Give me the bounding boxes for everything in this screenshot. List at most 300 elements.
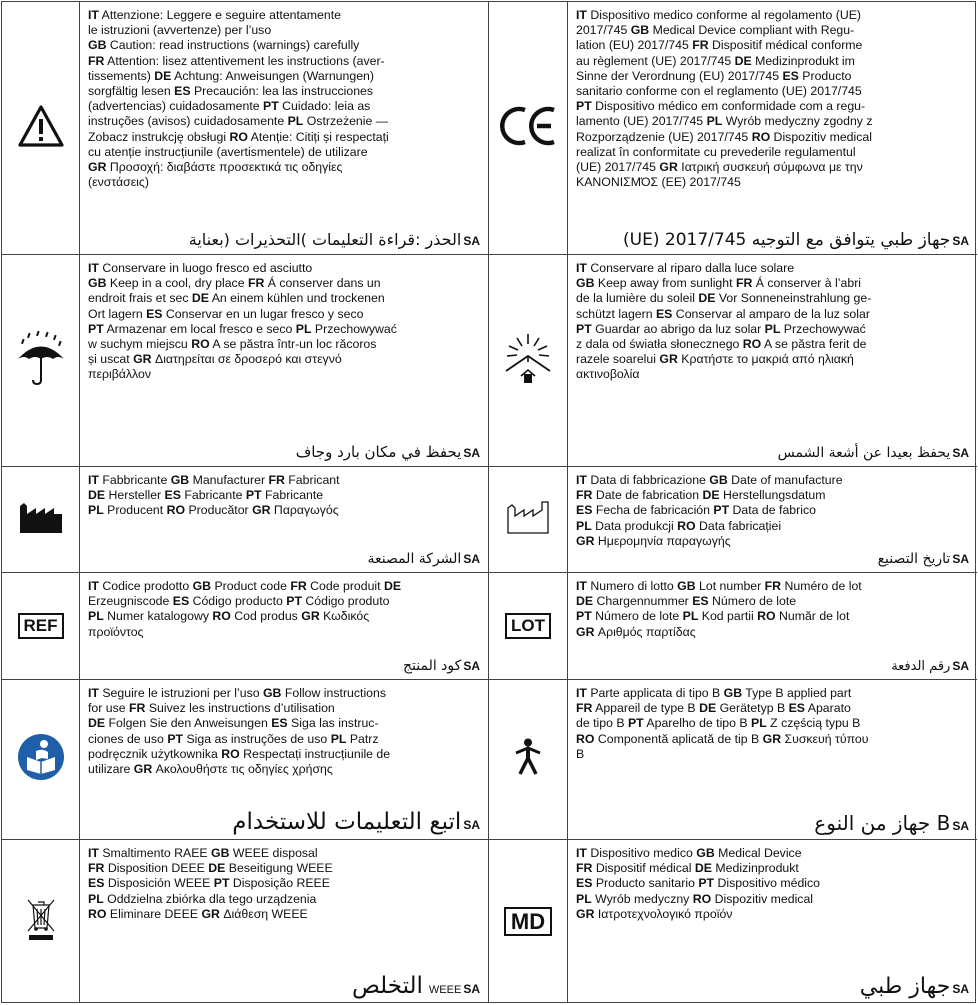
- description-line: [88, 609, 480, 624]
- translation-text: Beseitigung WEEE: [225, 861, 333, 876]
- translation-text: Fabricant: [284, 473, 340, 487]
- description-line: [88, 84, 480, 99]
- sa-language-code: SA: [463, 659, 480, 674]
- description-line: [88, 38, 480, 53]
- language-code: DE: [702, 488, 720, 503]
- translation-text: Przechowywać: [311, 321, 397, 336]
- language-code: PT: [167, 731, 184, 746]
- translation-text: realizat în conformitate cu prevederile regulamentul: [576, 144, 856, 159]
- translation-text: Disposição REEE: [229, 876, 330, 891]
- language-code: GR: [659, 352, 678, 367]
- description-line: [88, 276, 480, 291]
- language-code: IT: [576, 579, 587, 593]
- language-code: DE: [191, 291, 209, 306]
- translation-text: WEEE disposal: [229, 846, 318, 860]
- translation-text: au règlement (UE) 2017/745: [576, 53, 735, 68]
- multilingual-description: [88, 473, 480, 519]
- translation-text: Cuidado: leia as: [278, 99, 371, 114]
- translation-text: Z częścią typu B: [766, 716, 861, 731]
- translation-text: Keep in a cool, dry place: [106, 276, 248, 291]
- translation-text: προϊόντος: [88, 624, 144, 639]
- sa-language-code: SA: [463, 552, 480, 567]
- arabic-text: اتبع التعليمات للاستخدام: [232, 808, 462, 835]
- description-line: [88, 846, 480, 861]
- language-code: RO: [757, 609, 776, 624]
- translation-text: Parte applicata di tipo B: [586, 686, 724, 700]
- language-code: GB: [211, 846, 230, 860]
- description-line: [88, 99, 480, 114]
- left-description-cell: [80, 255, 489, 467]
- translation-text: Ημερομηνία παραγωγής: [594, 533, 731, 548]
- translation-text: Gerätetyp B: [716, 701, 789, 716]
- multilingual-description: [576, 686, 969, 762]
- translation-text: Vor Sonneneinstrahlung ge-: [715, 291, 872, 306]
- translation-text: Ort lagern: [88, 306, 147, 321]
- description-line: [88, 54, 480, 69]
- language-code: ES: [576, 503, 593, 518]
- description-line: [576, 519, 969, 534]
- translation-text: Sinne der Verordnung (EU) 2017/745: [576, 68, 783, 83]
- translation-text: Hersteller: [105, 488, 165, 503]
- translation-text: An einem kühlen und trockenen: [208, 291, 385, 306]
- right-symbol-cell: [489, 680, 568, 840]
- language-code: PL: [88, 609, 104, 624]
- translation-text: și uscat: [88, 352, 134, 367]
- description-line: [576, 352, 969, 367]
- translation-text: Dispositivo médico: [714, 876, 821, 891]
- translation-text: ciones de uso: [88, 731, 168, 746]
- translation-text: Siga las instruc-: [287, 716, 379, 731]
- description-line: [576, 594, 969, 609]
- translation-text: Data fabricației: [695, 518, 782, 533]
- description-line: [576, 69, 969, 84]
- translation-text: utilizare: [88, 762, 134, 777]
- sa-language-code: SA: [952, 446, 969, 461]
- language-code: IT: [88, 686, 99, 700]
- description-line: [88, 23, 480, 38]
- translation-text: tissements): [88, 68, 155, 83]
- translation-text: Medizinprodukt: [712, 861, 799, 876]
- translation-text: lamento (UE) 2017/745: [576, 114, 707, 129]
- translation-text: Ακολουθήστε τις οδηγίες χρήσης: [152, 762, 333, 777]
- arabic-translation: [576, 975, 969, 999]
- language-code: FR: [576, 488, 593, 503]
- lot-batch-icon: LOT: [505, 613, 551, 639]
- language-code: IT: [88, 8, 99, 22]
- description-line: [88, 175, 480, 190]
- language-code: ES: [788, 701, 806, 716]
- language-code: FR: [735, 276, 753, 291]
- language-code: GR: [301, 609, 320, 624]
- sa-language-code: SA: [952, 552, 969, 567]
- translation-text: Á conserver à l’abri: [752, 276, 862, 291]
- language-code: IT: [576, 846, 587, 860]
- description-line: [88, 732, 480, 747]
- translation-text: Atenție: Citiți și respectați: [247, 129, 389, 144]
- language-code: IT: [576, 473, 587, 487]
- translation-text: Προσοχή: διαβάστε προσεκτικά τις οδηγίες: [106, 160, 343, 175]
- description-line: [88, 876, 480, 891]
- translation-text: Achtung: Anweisungen (Warnungen): [171, 68, 374, 83]
- language-code: GR: [659, 160, 678, 175]
- language-code: PT: [698, 876, 715, 891]
- translation-text: Dispositivo médico em conformidade com a regu-: [591, 99, 866, 114]
- description-line: [576, 686, 969, 701]
- arabic-text: تاريخ التصنيع: [877, 551, 951, 568]
- translation-text: Ιατροτεχνολογικό προϊόν: [594, 906, 733, 921]
- translation-text: B: [576, 746, 585, 761]
- language-code: ES: [164, 488, 181, 503]
- translation-text: Número de lote: [708, 594, 797, 609]
- description-line: [576, 322, 969, 337]
- language-code: PT: [213, 876, 230, 891]
- translation-text: Ιατρική συσκευή σύμφωνα με την: [677, 160, 863, 175]
- translation-text: Patrz: [346, 731, 379, 746]
- language-code: DE: [694, 861, 713, 876]
- sa-language-code: SA: [952, 819, 969, 834]
- language-code: IT: [88, 846, 99, 860]
- language-code: PT: [576, 99, 592, 114]
- right-description-cell: [568, 840, 977, 1003]
- multilingual-description: [88, 579, 480, 640]
- language-code: IT: [88, 579, 99, 593]
- translation-text: Data di fabbricazione: [586, 473, 710, 487]
- language-code: RO: [742, 337, 762, 352]
- translation-text: Lot number: [695, 579, 765, 593]
- language-code: FR: [268, 473, 285, 487]
- translation-text: Conservare al riparo dalla luce solare: [586, 261, 795, 275]
- translation-text: Ostrzeżenie —: [303, 114, 389, 129]
- sa-language-code: SA: [952, 234, 969, 249]
- description-line: [576, 23, 969, 38]
- description-line: [576, 876, 969, 891]
- language-code: IT: [576, 686, 587, 700]
- language-code: PT: [263, 99, 279, 114]
- description-line: [576, 534, 969, 549]
- translation-text: Attenzione: Leggere e seguire attentamente: [98, 8, 341, 22]
- weee-prefix: WEEE: [428, 983, 462, 996]
- arabic-text: الشركة المصنعة: [367, 551, 462, 568]
- arabic-translation: [88, 810, 480, 835]
- multilingual-description: [576, 846, 969, 922]
- arabic-translation: [88, 231, 480, 250]
- description-line: [88, 322, 480, 337]
- translation-text: z dala od światła słonecznego: [576, 337, 743, 352]
- arabic-translation: [88, 550, 480, 568]
- translation-text: Medizinprodukt im: [751, 53, 855, 68]
- translation-text: Aparato: [805, 701, 851, 716]
- translation-text: Dispozitiv medical: [711, 891, 814, 906]
- description-line: [88, 503, 480, 518]
- translation-text: Folgen Sie den Anweisungen: [105, 716, 272, 731]
- multilingual-description: [576, 579, 969, 640]
- translation-text: Appareil de type B: [592, 701, 700, 716]
- sa-language-code: SA: [463, 234, 480, 249]
- translation-text: Componentă aplicată de tip B: [594, 731, 763, 746]
- description-line: [88, 594, 480, 609]
- translation-text: de tipo B: [576, 716, 628, 731]
- translation-text: Guardar ao abrigo da luz solar: [591, 321, 765, 336]
- translation-text: Code produit: [306, 579, 384, 593]
- translation-text: Zobacz instrukcję obsługi: [88, 129, 230, 144]
- translation-text: Conservar en un lugar fresco y seco: [162, 306, 364, 321]
- translation-text: Herstellungsdatum: [719, 488, 826, 503]
- arabic-translation: [576, 444, 969, 462]
- language-code: PT: [627, 716, 644, 731]
- translation-text: Smaltimento RAEE: [98, 846, 212, 860]
- left-description-cell: [80, 2, 489, 255]
- multilingual-description: [576, 261, 969, 383]
- translation-text: Rozporządzenie (UE) 2017/745: [576, 129, 752, 144]
- description-line: [576, 892, 969, 907]
- language-code: DE: [154, 68, 172, 83]
- translation-text: ακτινοβολία: [576, 367, 640, 382]
- description-line: [88, 291, 480, 306]
- language-code: IT: [88, 473, 99, 487]
- language-code: FR: [576, 861, 593, 876]
- medical-device-md-icon: MD: [504, 907, 552, 936]
- keep-from-sunlight-icon: [503, 332, 553, 389]
- language-code: DE: [734, 53, 752, 68]
- sa-language-code: SA: [463, 817, 480, 832]
- translation-text: Numéro de lot: [781, 579, 862, 593]
- language-code: PT: [576, 609, 592, 624]
- language-code: ES: [782, 68, 799, 83]
- language-code: PT: [286, 594, 302, 609]
- translation-text: Dispositivo medico: [586, 846, 697, 860]
- description-line: [576, 716, 969, 731]
- date-of-manufacture-icon: [506, 500, 550, 539]
- translation-text: Número de lote: [591, 609, 683, 624]
- language-code: PT: [245, 488, 262, 503]
- language-code: GR: [576, 624, 595, 639]
- translation-text: Wyrób medyczny zgodny z: [722, 114, 873, 129]
- language-code: FR: [88, 53, 105, 68]
- translation-text: Código producto: [189, 594, 287, 609]
- language-code: ES: [655, 306, 673, 321]
- language-code: GB: [192, 579, 212, 593]
- description-line: [576, 291, 969, 306]
- description-line: [576, 846, 969, 861]
- description-line: [88, 716, 480, 731]
- right-symbol-cell: [489, 255, 568, 467]
- description-line: [576, 473, 969, 488]
- translation-text: Eliminare DEEE: [106, 906, 202, 921]
- language-code: RO: [88, 906, 107, 921]
- translation-text: Oddzielna zbiórka dla tego urządzenia: [103, 891, 317, 906]
- description-line: [88, 114, 480, 129]
- language-code: FR: [576, 701, 593, 716]
- language-code: PL: [287, 114, 304, 129]
- translation-text: Dispositif médical: [592, 861, 695, 876]
- translation-text: Παραγωγός: [270, 503, 339, 518]
- translation-text: Type B applied part: [742, 686, 852, 700]
- translation-text: Producător: [185, 503, 253, 518]
- description-line: [576, 160, 969, 175]
- umbrella-rain-icon: [15, 330, 67, 391]
- language-code: GR: [576, 533, 595, 548]
- left-description-cell: [80, 573, 489, 680]
- right-symbol-cell: [489, 467, 568, 573]
- description-line: [88, 8, 480, 23]
- language-code: GR: [88, 160, 107, 175]
- description-line: [88, 686, 480, 701]
- language-code: IT: [88, 261, 99, 275]
- translation-text: Fecha de fabricación: [592, 503, 714, 518]
- translation-text: instruções (avisos) cuidadosamente: [88, 114, 288, 129]
- language-code: RO: [576, 731, 595, 746]
- description-line: [576, 175, 969, 190]
- translation-text: Producto: [798, 68, 852, 83]
- sa-language-code: SA: [952, 659, 969, 674]
- left-symbol-cell: [2, 680, 80, 840]
- language-code: GB: [88, 276, 107, 291]
- language-code: GR: [201, 906, 220, 921]
- description-line: [88, 261, 480, 276]
- language-code: PL: [88, 891, 104, 906]
- translation-text: for use: [88, 701, 130, 716]
- description-line: [88, 352, 480, 367]
- arabic-text: B جهاز من النوع: [814, 811, 951, 836]
- description-line: [576, 907, 969, 922]
- description-line: [88, 762, 480, 777]
- language-code: DE: [88, 488, 106, 503]
- language-code: PL: [682, 609, 699, 624]
- type-b-applied-part-icon: [513, 738, 543, 781]
- description-line: [576, 701, 969, 716]
- language-code: RO: [166, 503, 186, 518]
- translation-text: Conservar al amparo de la luz solar: [672, 306, 870, 321]
- ce-mark-icon: [498, 105, 558, 152]
- translation-text: Chargennummer: [593, 594, 693, 609]
- language-code: RO: [751, 129, 771, 144]
- description-line: [88, 473, 480, 488]
- language-code: FR: [290, 579, 307, 593]
- description-line: [576, 579, 969, 594]
- language-code: RO: [191, 337, 210, 352]
- arabic-text: الحذر :قراءة التعليمات )التحذيرات (بعناية: [188, 230, 462, 250]
- translation-text: Dispositivo medico conforme al regolamento (UE): [586, 8, 861, 22]
- sa-language-code: SA: [952, 981, 969, 996]
- language-code: PL: [88, 503, 104, 518]
- translation-text: Código produto: [301, 594, 390, 609]
- translation-text: Συσκευή τύπου: [781, 731, 869, 746]
- arabic-translation: [576, 812, 969, 835]
- translation-text: Dispozitiv medical: [770, 129, 872, 144]
- translation-text: Attention: lisez attentivement les instructions (aver-: [104, 53, 385, 68]
- translation-text: Fabbricante: [98, 473, 171, 487]
- translation-text: Αριθμός παρτίδας: [594, 624, 696, 639]
- language-code: GR: [133, 762, 153, 777]
- weee-crossed-bin-icon: [24, 896, 58, 947]
- right-symbol-cell: [489, 573, 568, 680]
- warning-triangle-icon: [17, 104, 65, 153]
- translation-text: cu atenție instrucțiunile (avertismentele) de utilizare: [88, 144, 368, 159]
- description-line: [88, 145, 480, 160]
- description-line: [576, 861, 969, 876]
- description-line: [576, 114, 969, 129]
- language-code: GB: [677, 579, 696, 593]
- translation-text: ΚΑΝΟΝΙΣΜΌΣ (ΕΕ) 2017/745: [576, 175, 741, 190]
- left-symbol-cell: [2, 467, 80, 573]
- language-code: PL: [706, 114, 723, 129]
- description-line: [88, 892, 480, 907]
- description-line: [576, 367, 969, 382]
- language-code: PT: [88, 321, 104, 336]
- language-code: PL: [764, 321, 781, 336]
- right-description-cell: [568, 255, 977, 467]
- language-code: PT: [713, 503, 730, 518]
- multilingual-description: [88, 846, 480, 922]
- description-line: [88, 579, 480, 594]
- language-code: PL: [576, 891, 592, 906]
- translation-text: Wyrób medyczny: [591, 891, 693, 906]
- right-description-cell: [568, 467, 977, 573]
- left-symbol-cell: [2, 840, 80, 1003]
- language-code: GB: [696, 846, 715, 860]
- language-code: ES: [174, 84, 191, 99]
- language-code: GR: [762, 731, 782, 746]
- language-code: FR: [764, 579, 782, 593]
- translation-text: Product code: [211, 579, 291, 593]
- arabic-text: كود المنتج: [403, 658, 462, 675]
- translation-text: Á conserver dans un: [264, 276, 381, 291]
- translation-text: le istruzioni (avvertenze) per l’uso: [88, 23, 272, 38]
- arabic-translation: [88, 444, 480, 462]
- language-code: RO: [212, 609, 231, 624]
- description-line: [576, 8, 969, 23]
- language-code: IT: [576, 8, 587, 22]
- translation-text: Dispositif médical conforme: [708, 38, 863, 53]
- translation-text: (UE) 2017/745: [576, 160, 660, 175]
- arabic-translation: [88, 974, 480, 999]
- multilingual-description: [88, 686, 480, 777]
- translation-text: Date of manufacture: [727, 473, 843, 487]
- left-description-cell: [80, 840, 489, 1003]
- translation-text: Fabricante: [180, 488, 246, 503]
- translation-text: Disposición WEEE: [104, 876, 214, 891]
- description-line: [88, 747, 480, 762]
- description-line: [576, 130, 969, 145]
- translation-text: Erzeugniscode: [88, 594, 173, 609]
- language-code: GB: [576, 276, 595, 291]
- translation-text: περιβάλλον: [88, 367, 151, 382]
- arabic-translation: [576, 231, 969, 250]
- translation-text: Κωδικός: [319, 609, 370, 624]
- language-code: DE: [698, 291, 716, 306]
- description-line: [576, 99, 969, 114]
- translation-text: de la lumière du soleil: [576, 291, 699, 306]
- translation-text: A se păstra ferit de: [761, 337, 867, 352]
- language-code: DE: [699, 701, 717, 716]
- description-line: [576, 609, 969, 624]
- description-line: [576, 488, 969, 503]
- language-code: RO: [692, 891, 712, 906]
- description-line: [576, 38, 969, 53]
- arabic-text: يحفظ بعيدا عن أشعة الشمس: [777, 445, 951, 462]
- language-code: ES: [146, 306, 163, 321]
- translation-text: Producto sanitario: [592, 876, 699, 891]
- left-symbol-cell: [2, 2, 80, 255]
- language-code: GR: [133, 352, 152, 367]
- language-code: GB: [709, 473, 728, 487]
- multilingual-description: [88, 8, 480, 190]
- description-line: [88, 160, 480, 175]
- right-symbol-cell: [489, 840, 568, 1003]
- arabic-text: التخلص: [351, 972, 423, 999]
- language-code: DE: [88, 716, 106, 731]
- description-line: [576, 84, 969, 99]
